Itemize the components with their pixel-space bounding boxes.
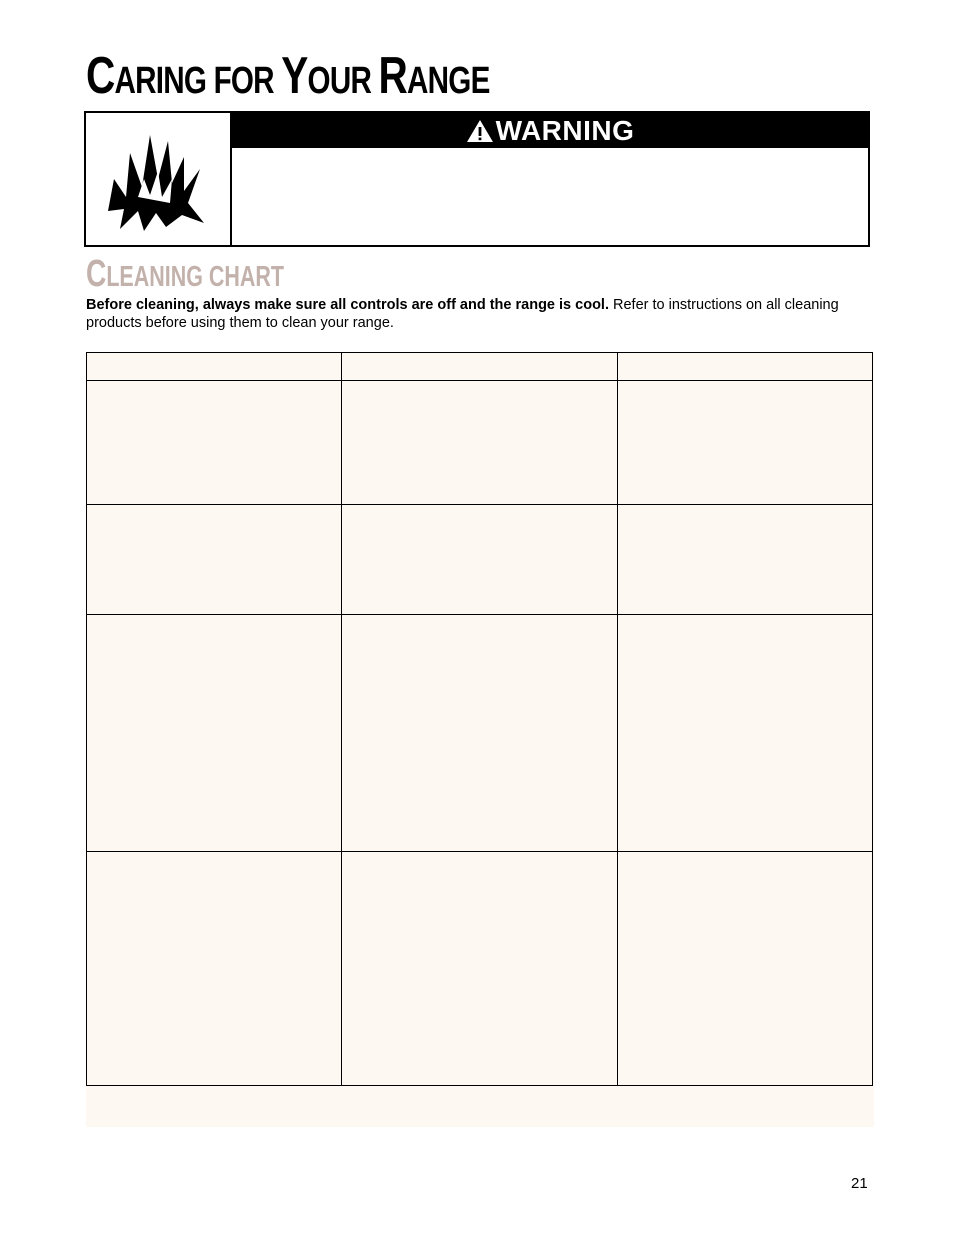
warning-triangle-icon [466,119,494,143]
intro-bold: Before cleaning, always make sure all controls are off and the range is cool. [86,297,609,313]
cleaning-chart-table [86,352,873,1086]
table-cell [618,505,873,615]
table-cell [342,381,618,505]
table-cell [618,381,873,505]
warning-header [232,113,868,148]
warning-icon-cell [86,113,232,245]
table-cell [87,615,342,852]
table-row [87,852,873,1086]
table-cell [87,852,342,1086]
table-cell [342,852,618,1086]
table-header-cell [342,353,618,381]
page-number: 21 [851,1175,868,1192]
table-header-cell [87,353,342,381]
table-row [87,615,873,852]
table-cell [87,505,342,615]
table-row [87,505,873,615]
explosion-icon [86,113,230,245]
table-header-row [87,353,873,381]
warning-box [84,111,870,247]
intro-text: Refer to instructions on all cleaning products before using them to clean your range. [86,297,839,331]
section-title: CLEANING CHART [86,253,284,295]
page-title: CARING FOR YOUR RANGE [86,47,490,105]
warning-label: WARNING [495,114,635,146]
table-cell [618,615,873,852]
table-cell [342,505,618,615]
cleaning-intro [86,296,866,332]
table-row [87,381,873,505]
table-cell [87,381,342,505]
table-header-cell [618,353,873,381]
table-cell [618,852,873,1086]
table-cell [342,615,618,852]
